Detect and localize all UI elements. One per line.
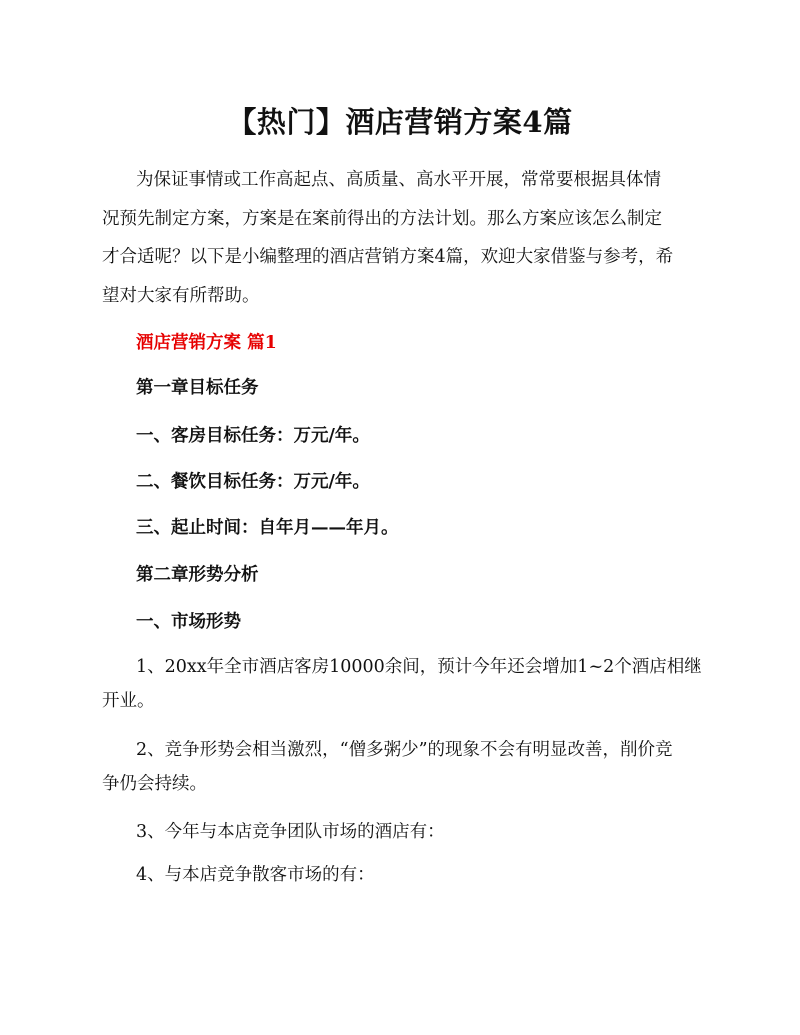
chapter-heading-1: 第一章目标任务 bbox=[136, 378, 259, 398]
intro-line-2: 况预先制定方案，方案是在案前得出的方法计划。那么方案应该怎么制定 bbox=[102, 208, 662, 229]
target-item-rooms: 一、客房目标任务：万元/年。 bbox=[136, 426, 370, 446]
point-1-line-2: 开业。 bbox=[102, 691, 155, 711]
point-3: 3、今年与本店竞争团队市场的酒店有： bbox=[136, 822, 445, 842]
intro-line-1: 为保证事情或工作高起点、高质量、高水平开展，常常要根据具体情 bbox=[136, 170, 661, 190]
target-item-period: 三、起止时间：自年月——年月。 bbox=[136, 518, 399, 538]
market-heading: 一、市场形势 bbox=[136, 612, 241, 632]
document-title: 【热门】酒店营销方案4篇 bbox=[227, 105, 573, 139]
section-heading: 酒店营销方案 篇1 bbox=[136, 333, 277, 353]
intro-paragraph bbox=[102, 161, 704, 315]
target-item-dining: 二、餐饮目标任务：万元/年。 bbox=[136, 472, 370, 492]
intro-line-3: 才合适呢？以下是小编整理的酒店营销方案4篇，欢迎大家借鉴与参考，希 bbox=[102, 247, 674, 267]
point-4: 4、与本店竞争散客市场的有： bbox=[136, 865, 375, 885]
chapter-heading-2: 第二章形势分析 bbox=[136, 565, 259, 585]
point-1-line-1: 1、20xx年全市酒店客房10000余间，预计今年还会增加1~2个酒店相继 bbox=[136, 657, 702, 677]
point-2-line-2: 争仍会持续。 bbox=[102, 774, 207, 794]
point-2-line-1: 2、竞争形势会相当激烈，“僧多粥少”的现象不会有明显改善，削价竞 bbox=[136, 740, 673, 760]
intro-line-4: 望对大家有所帮助。 bbox=[102, 285, 260, 306]
